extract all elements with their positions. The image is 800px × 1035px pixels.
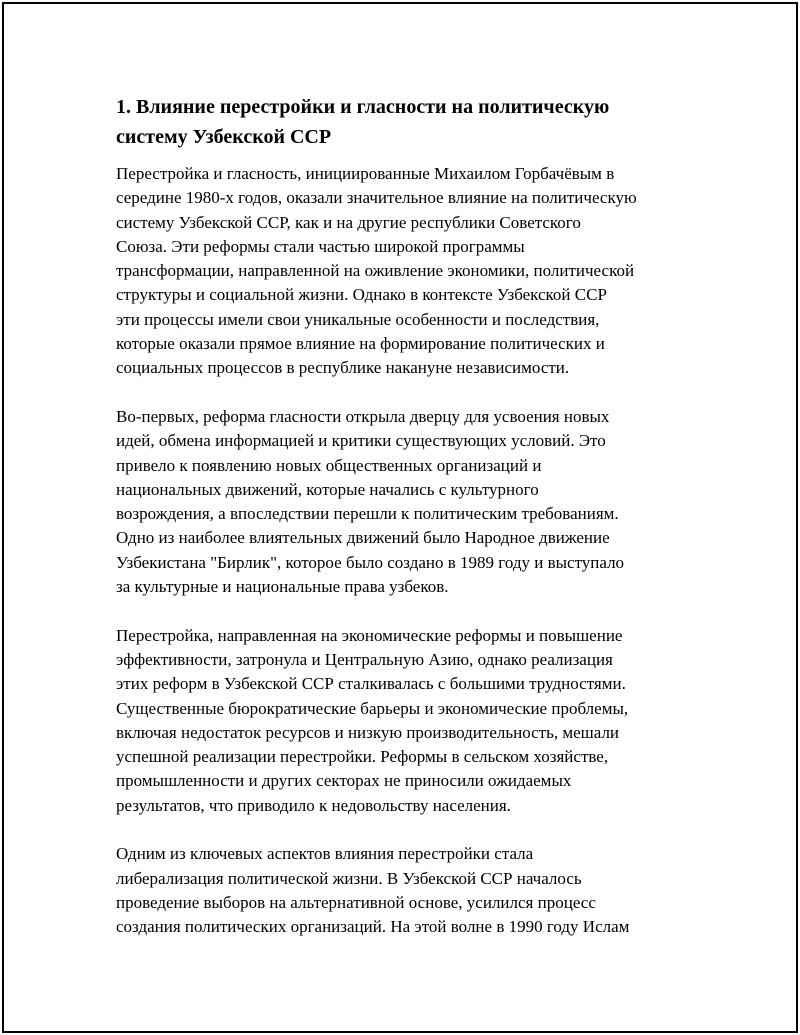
paragraph-3: Перестройка, направленная на экономические реформы и повышение эффективности, затронула и Центральную Азию, однако реализация этих реформ в Узбекской ССР сталкивалась с большими трудностями. Существенные бюрократические барьеры и экономические проблемы, включая недостаток ресурсов и низкую производительность, мешали успешной реализации перестройки. Реформы в сельском хозяйстве, промышленности и других секторах не приносили ожидаемых результатов, что приводило к недовольству населения. [116,625,629,815]
paragraph-1: Перестройка и гласность, инициированные Михаилом Горбачёвым в середине 1980-х годов, оказали значительное влияние на политическую систему Узбекской ССР, как и на другие республики Советского Союза. Эти реформы стали частью широкой программы трансформации, направленной на оживление экономики, политической структуры и социальной жизни. Однако в контексте Узбекской ССР эти процессы имели свои уникальные особенности и последствия, которые оказали прямое влияние на формирование политических и социальных процессов в республике накануне независимости. [116,164,637,378]
section-heading: 1. Влияние перестройки и гласности на политическую систему Узбекской ССР [116,96,610,148]
paragraph-2: Во-первых, реформа гласности открыла дверцу для усвоения новых идей, обмена информацией и критики существующих условий. Это привело к появлению новых общественных организаций и национальных движений, которые начались с культурного возрождения, а впоследствии перешли к политическим требованиям. Одно из наиболее влиятельных движений было Народное движение Узбекистана "Бирлик", которое было создано в 1989 году и выступало за культурные и национальные права узбеков. [116,406,625,597]
document-body [116,92,686,964]
paragraph-4: Одним из ключевых аспектов влияния перестройки стала либерализация политической жизни. В Узбекской ССР началось проведение выборов на альтернативной основе, усилился процесс создания политических организаций. На этой волне в 1990 году Ислам [116,844,630,937]
